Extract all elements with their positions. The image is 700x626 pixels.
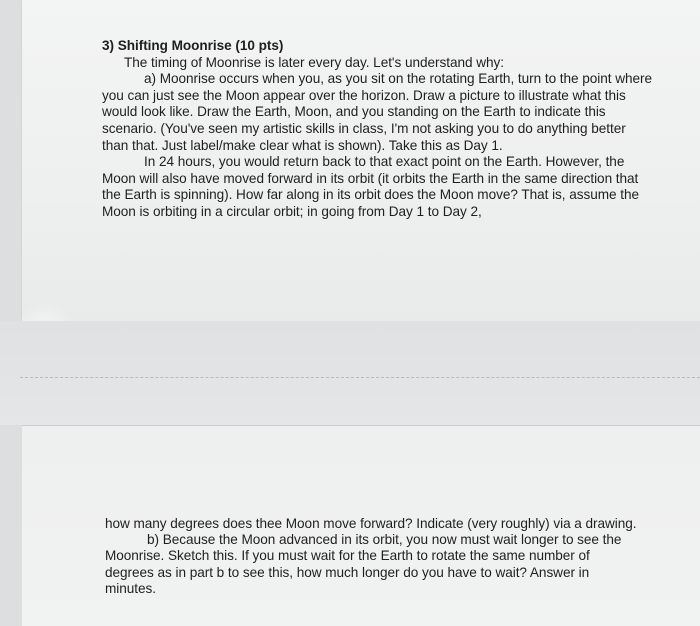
problem-text-upper bbox=[102, 38, 652, 221]
part-a-continuation: In 24 hours, you would return back to that exact point on the Earth. However, the Moon will also have moved forward in its orbit (it orbits the Earth in the same direction that the Earth is spinning). How far along in its orbit does the Moon move? That is, assume the Moon is orbiting in a circular orbit; in going from Day 1 to Day 2, bbox=[102, 154, 640, 219]
problem-intro: The timing of Moonrise is later every day. Let's understand why: bbox=[124, 54, 504, 70]
problem-title: 3) Shifting Moonrise (10 pts) bbox=[102, 38, 284, 53]
part-a-text: a) Moonrise occurs when you, as you sit on the rotating Earth, turn to the point where you can just see the Moon appear over the horizon. Draw a picture to illustrate what this would look like. Draw the Earth, Moon, and you standing on the Earth to indicate this scenario. (You've seen my artistic skills in class, I'm not asking you to do anything better than that. Just label/make clear what is shown). Take this as Day 1. bbox=[102, 71, 653, 153]
part-a-end: how many degrees does thee Moon move forward? Indicate (very roughly) via a drawing. bbox=[105, 516, 637, 531]
dashed-divider bbox=[20, 377, 700, 378]
part-b-text: b) Because the Moon advanced in its orbit, you now must wait longer to see the Moonrise. Sketch this. If you must wait for the Earth to rotate the same number of degrees as in part b to see this, how much longer do you have to wait? Answer in minutes. bbox=[105, 532, 622, 596]
problem-text-lower bbox=[105, 516, 640, 597]
page-gap bbox=[0, 321, 700, 425]
